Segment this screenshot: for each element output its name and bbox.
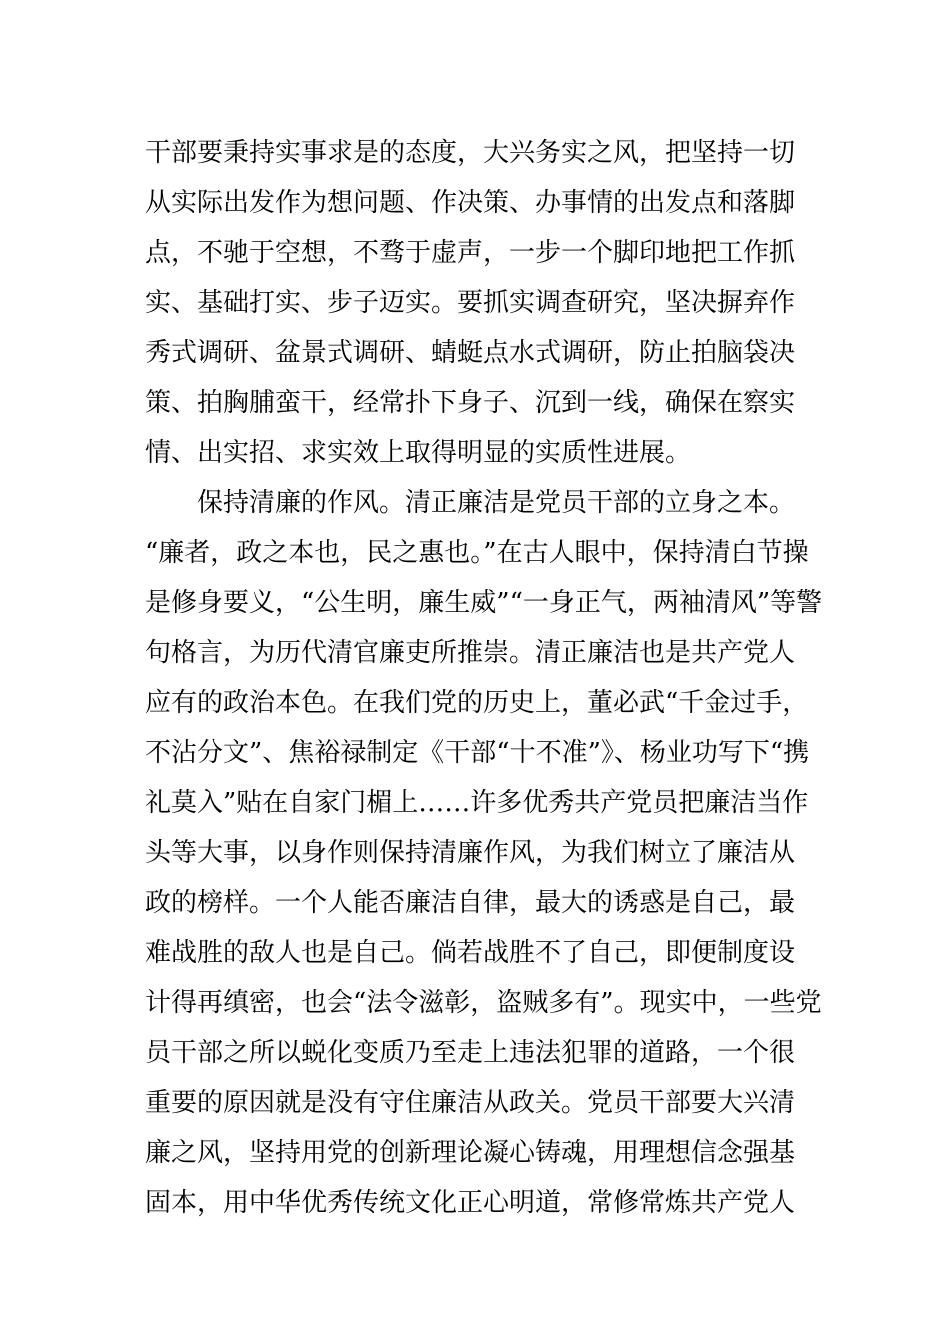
text-line: 情、出实招、求实效上取得明显的实质性进展。	[145, 438, 692, 468]
text-line: 秀式调研、盆景式调研、蜻蜓点水式调研，防止拍脑袋决	[145, 338, 796, 368]
text-line: 重要的原因就是没有守住廉洁从政关。党员干部要大兴清	[145, 1088, 796, 1118]
text-line: 礼莫入”贴在自家门楣上……许多优秀共产党员把廉洁当作	[145, 788, 809, 818]
text-line: 难战胜的敌人也是自己。倘若战胜不了自己，即便制度设	[145, 938, 796, 968]
text-line: 句格言，为历代清官廉吏所推崇。清正廉洁也是共产党人	[145, 638, 796, 668]
text-line: 固本，用中华优秀传统文化正心明道，常修常炼共产党人	[145, 1188, 796, 1218]
body-text	[145, 128, 823, 1228]
text-line: 员干部之所以蜕化变质乃至走上违法犯罪的道路，一个很	[145, 1038, 796, 1068]
text-line: 头等大事，以身作则保持清廉作风，为我们树立了廉洁从	[145, 838, 796, 868]
paragraph-start-line: 保持清廉的作风。清正廉洁是党员干部的立身之本。	[197, 488, 796, 518]
text-line: 政的榜样。一个人能否廉洁自律，最大的诱惑是自己，最	[145, 888, 796, 918]
text-line: 点，不驰于空想，不骛于虚声，一步一个脚印地把工作抓	[145, 238, 796, 268]
text-line: 策、拍胸脯蛮干，经常扑下身子、沉到一线，确保在察实	[145, 388, 796, 418]
text-line: 是修身要义，“公生明，廉生威”“一身正气，两袖清风”等警	[145, 588, 823, 618]
text-line: 计得再缜密，也会“法令滋彰，盗贼多有”。现实中，一些党	[145, 988, 822, 1018]
text-line: 从实际出发作为想问题、作决策、办事情的出发点和落脚	[145, 188, 796, 218]
text-line: “廉者，政之本也，民之惠也。”在古人眼中，保持清白节操	[145, 538, 809, 568]
text-line: 廉之风，坚持用党的创新理论凝心铸魂，用理想信念强基	[145, 1138, 796, 1168]
text-line: 干部要秉持实事求是的态度，大兴务实之风，把坚持一切	[145, 138, 796, 168]
text-line: 不沾分文”、焦裕禄制定《干部“十不准”》、杨业功写下“携	[145, 738, 810, 768]
text-line: 应有的政治本色。在我们党的历史上，董必武“千金过手，	[145, 688, 809, 718]
text-line: 实、基础打实、步子迈实。要抓实调查研究，坚决摒弃作	[145, 288, 796, 318]
